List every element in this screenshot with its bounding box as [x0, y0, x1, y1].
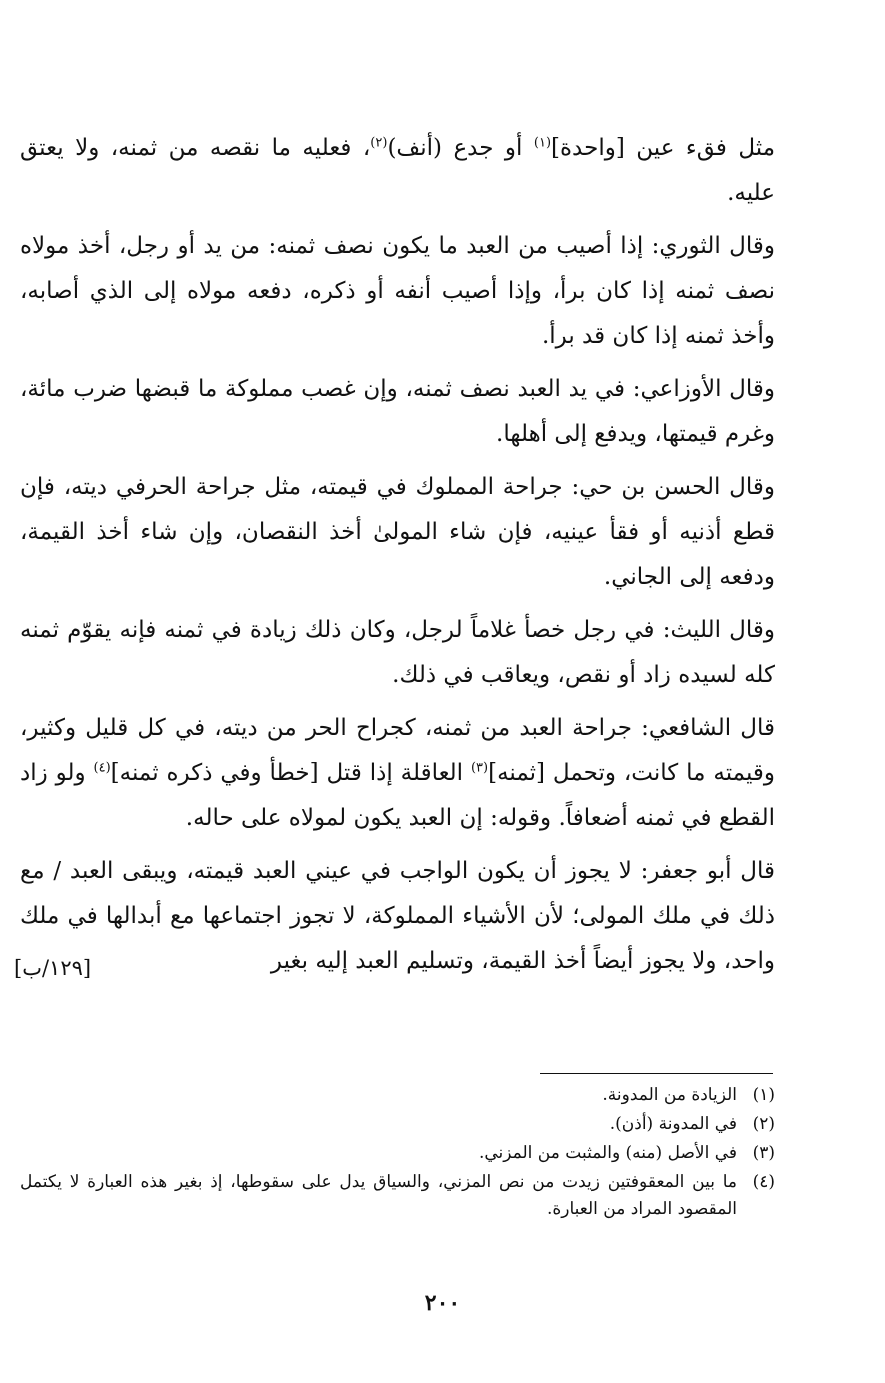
paragraph-2: [20, 224, 775, 359]
text-run: وقال الليث: في رجل خصأ غلاماً لرجل، وكان ذلك زيادة في ثمنه فإنه يقوّم ثمنه كله لسيده زاد أو نقص، ويعاقب في ذلك.: [20, 617, 775, 688]
footnote-3: [20, 1140, 775, 1167]
footnote-text: ما بين المعقوفتين زيدت من نص المزني، والسياق يدل على سقوطها، إذ بغير هذه العبارة لا يكتمل المقصود المراد من العبارة.: [20, 1172, 737, 1219]
footnote-2: [20, 1111, 775, 1138]
footnote-text: في الأصل (منه) والمثبت من المزني.: [478, 1143, 737, 1163]
paragraph-1: [20, 126, 775, 216]
text-run: وقال الثوري: إذا أصيب من العبد ما يكون نصف ثمنه: من يد أو رجل، أخذ مولاه نصف ثمنه إذا كان برأ، وإذا أصيب أنفه أو ذكره، دفعه مولاه إلى الذي أصابه، وأخذ ثمنه إذا كان قد برأ.: [20, 233, 775, 349]
footnote-number: (٢): [752, 1114, 775, 1134]
text-run: أو جدع (أنف): [387, 135, 534, 161]
text-run: ، فعليه ما نقصه من ثمنه، ولا يعتق عليه.: [20, 135, 775, 206]
footnote-4: [20, 1169, 775, 1223]
footnote-text: الزيادة من المدونة.: [602, 1085, 737, 1105]
footnote-ref-3: (٣): [470, 760, 489, 776]
text-run: قال الشافعي: جراحة العبد من ثمنه، كجراح الحر من ديته، في كل قليل وكثير، وقيمته ما كانت، وتحمل [ثمنه]: [20, 715, 775, 786]
footnote-separator: [540, 1073, 773, 1074]
text-run: ولو زاد القطع في ثمنه أضعافاً. وقوله: إن العبد يكون لمولاه على حاله.: [20, 760, 775, 831]
footnotes: [20, 1082, 775, 1225]
paragraph-5: [20, 608, 775, 698]
text-run: العاقلة إذا قتل [خطأ وفي ذكره ثمنه]: [110, 760, 471, 786]
footnote-ref-2: (٢): [370, 135, 388, 151]
footnote-1: [20, 1082, 775, 1109]
footnote-number: (١): [752, 1085, 775, 1105]
footnote-text: في المدونة (أذن).: [609, 1114, 737, 1134]
footnote-ref-1: (١): [533, 135, 552, 151]
paragraph-3: [20, 367, 775, 457]
text-run: وقال الحسن بن حي: جراحة المملوك في قيمته، مثل جراحة الحرفي ديته، فإن قطع أذنيه أو فقأ عينيه، فإن شاء المولىٰ أخذ النقصان، وإن شاء أخذ القيمة، ودفعه إلى الجاني.: [20, 474, 775, 590]
text-run: قال أبو جعفر: لا يجوز أن يكون الواجب في عيني العبد قيمته، ويبقى العبد / مع ذلك في ملك المولى؛ لأن الأشياء المملوكة، لا تجوز اجتماعها مع أبدالها في ملك واحد، ولا يجوز أيضاً أخذ القيمة، وتسليم العبد إليه بغير: [20, 858, 775, 974]
paragraph-6: [20, 706, 775, 841]
footnote-number: (٣): [752, 1143, 775, 1163]
footnote-number: (٤): [752, 1172, 775, 1192]
text-run: وقال الأوزاعي: في يد العبد نصف ثمنه، وإن غصب مملوكة ما قبضها ضرب مائة، وغرم قيمتها، ويدفع إلى أهلها.: [20, 376, 775, 447]
main-text: [20, 126, 775, 992]
paragraph-4: [20, 465, 775, 600]
page-number: ٢٠٠: [424, 1290, 461, 1316]
paragraph-7-wrap: [20, 849, 775, 984]
footnote-ref-4: (٤): [93, 760, 111, 776]
paragraph-7: [20, 849, 775, 984]
text-run: مثل فقء عين [واحدة]: [551, 135, 776, 161]
folio-marker: [١٢٩/ب]: [14, 956, 92, 980]
